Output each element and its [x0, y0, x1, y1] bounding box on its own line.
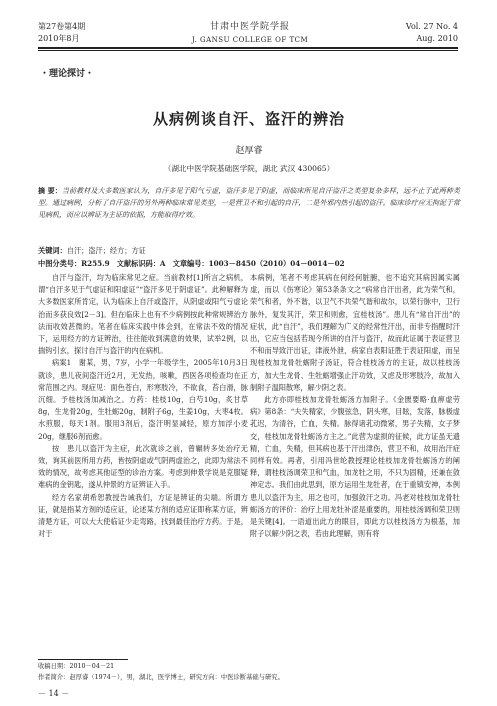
paragraph: 此方亦即桂枝加龙骨牡蛎汤方加附子。《金匮要略·血痹虚劳病》第8条：“夫失精家，少腹弦急，阴头寒，目眩，发落，脉极虚芤迟，为清谷，亡血，失精。脉得诸芤动微紧，男子失精，女子梦交，桂枝加龙骨牡蛎汤方主之。”此营为虚损的征候，此方证虽无遗精，亡血，失精，但其病也基于汗出津伤，营卫不和，故用治汗症同样有效。再者，引用冯世纶教授理论桂枝加龙骨牡蛎汤方的阐释，谓桂枝汤调荣卫和气血，加龙牡之用，不只为固精，还兼在敛神定志。我们由此思到，原方运用生龙牡者，在于重镇安神，本例患儿以盗汗为主，用之也可，加强敛汗之功。冯老对桂枝加龙骨牡蛎汤方的评价：治疗上用龙牡补涩是重要的，用桂枝汤调和荣卫则是关键[4]。一语道出此方的眼目，即此方以桂枝汤方为根基，加附子以解少阴之表，若由此理解，则有将	[250, 395, 460, 539]
journal-volume: 第27卷第4期	[38, 22, 86, 31]
page-number: － 14 －	[38, 689, 70, 698]
keywords	[38, 245, 460, 257]
author-name: 赵厚睿	[235, 146, 263, 156]
section-label: ・理论探讨・	[40, 69, 95, 79]
journal-date: 2010年8月	[38, 34, 80, 43]
classification-meta: 中图分类号：R255.9 文献标识码：A 文章编号：1003－8450（2010）04－0014－02	[38, 259, 345, 268]
body-column-left	[38, 272, 248, 540]
paragraph: 本病例，笔者不考虑其病在何经何脏腑，也不追究其病因属实属虚，而以《伤寒论》第53条条文之“病常自汗出者，此为荣气和，荣气和者，外不谐，以卫气不共荣气谐和故尔，以荣行脉中，卫行脉外，复发其汗，荣卫和则愈，宜桂枝汤”。患儿有“常自汗出”的症状，此“自汗”，我们理解为广义的经常性汗出，而非专指醒时汗出，它应当包括若现今所讲的自汗与盗汗，故而此证属于表证营卫不和而导致汗出证，津液外泄，病家自表阳证胜于表证阳虚，而呈现桂枝加龙骨牡蛎附子汤证，符合桂枝汤方的主证，故以桂枝汤方，加大生龙骨、生牡蛎增强止汗功效，又虑及形寒肢冷，故加入制附子温阳散寒，解少阴之表。	[250, 273, 460, 392]
header-rule-thin	[38, 50, 458, 51]
journal-vol-en: Vol. 27 No. 4	[405, 22, 458, 31]
keywords-text: 自汗；盗汗；经方；方证	[66, 246, 146, 255]
article-title: 从病例谈自汗、盗汗的辨治	[152, 110, 345, 128]
journal-title: 甘肃中医学院学报	[209, 22, 290, 32]
footnote-rule	[38, 659, 128, 660]
abstract-label: 摘 要：	[38, 186, 62, 195]
paragraph: 按 患儿以盗汗为主症，此次就诊之前，曾辗转多处治疗无效，询其前医所用方药，皆按阴虚或气阴两虚治之，此即为常法不效的情况，故考虑其他证型的诊治方案。考虑到伸景学说是克服疑难病的金钥匙，遂从仲景的方证辨证入手。	[38, 443, 248, 490]
paragraph: 病案1 谢某，男，7岁，小学一年级学生，2005年10月3日就诊，患儿夜间盗汗近2月，无发热，咳嗽，西医各项检查均在正常范围之内。现症见：面色苍白，形寒肢冷，不欲食，苔白滑，脉沉细。予桂枝汤加减治之。方药：桂枝10g，白芍10g，炙甘草8g，生龙骨20g，生牡蛎20g，制附子6g，生姜10g，大枣4枚。水煎服，每天1剂。服用3剂后，盗汗明显减轻，原方加浮小麦20g，继服6剂而愈。	[38, 358, 248, 441]
received-date: 收稿日期：2010－04－21	[38, 663, 115, 670]
journal-date-en: Aug. 2010	[416, 34, 458, 43]
paragraph: 自汗与盗汗，均为临床常见之症。当前教材[1]所言之病机，谓“自汗多见于气虚证和阳虚证”“盗汗多见于阴虚证”。此种解释为大多数医家所肯定，认为临床上自汗或盗汗，从阴虚或阳气亏虚论治而多获良效[2－3]。但在临床上也有不少病例按此种常规辨治方法而收效甚微的。笔者在临床实践中体会到，在常法不效的情况下，运用经方的方证辨治，往往能收到满意的效果，试举2例，以揣钩引玄，探讨自汗与盗汗的内在病机。	[38, 273, 248, 356]
keywords-label: 关键词：	[38, 246, 67, 255]
body-column-right	[250, 272, 460, 540]
abstract-text: 当前教材及大多数医家认为，自汗多见于阳气亏虚，盗汗多见于阴虚，而临床所见自汗盗汗之类型复杂多样，远不止于此两种类型。通过病例，分析了自汗盗汗的另外两种临床常见类型，一是营卫不和引起的自汗，二是外邪内热引起的盗汗。临床诊疗应无拘泥于常见病机，而应以辨证为主证的依据，方能取得疗效。	[38, 187, 461, 219]
paragraph: 经方名家胡希恕教授告诫我们，方证是辨证的尖端。所谓方证，就是指某方剂的适应证，论述某方剂的适应证即称某方证，辨清楚方证，可以大大使临证少走弯路，找到最佳治疗方药。于是，对于	[38, 492, 248, 539]
journal-title-en: J. GANSU COLLEGE OF TCM	[191, 36, 309, 44]
author-info: 作者简介：赵厚睿（1974－），男，湖北，医学博士，研究方向：中医诊断基础与研究。	[38, 674, 284, 681]
abstract	[38, 185, 460, 221]
affiliation: （湖北中医学院基础医学院，湖北 武汉 430065）	[163, 164, 335, 173]
header-rule	[38, 47, 458, 49]
